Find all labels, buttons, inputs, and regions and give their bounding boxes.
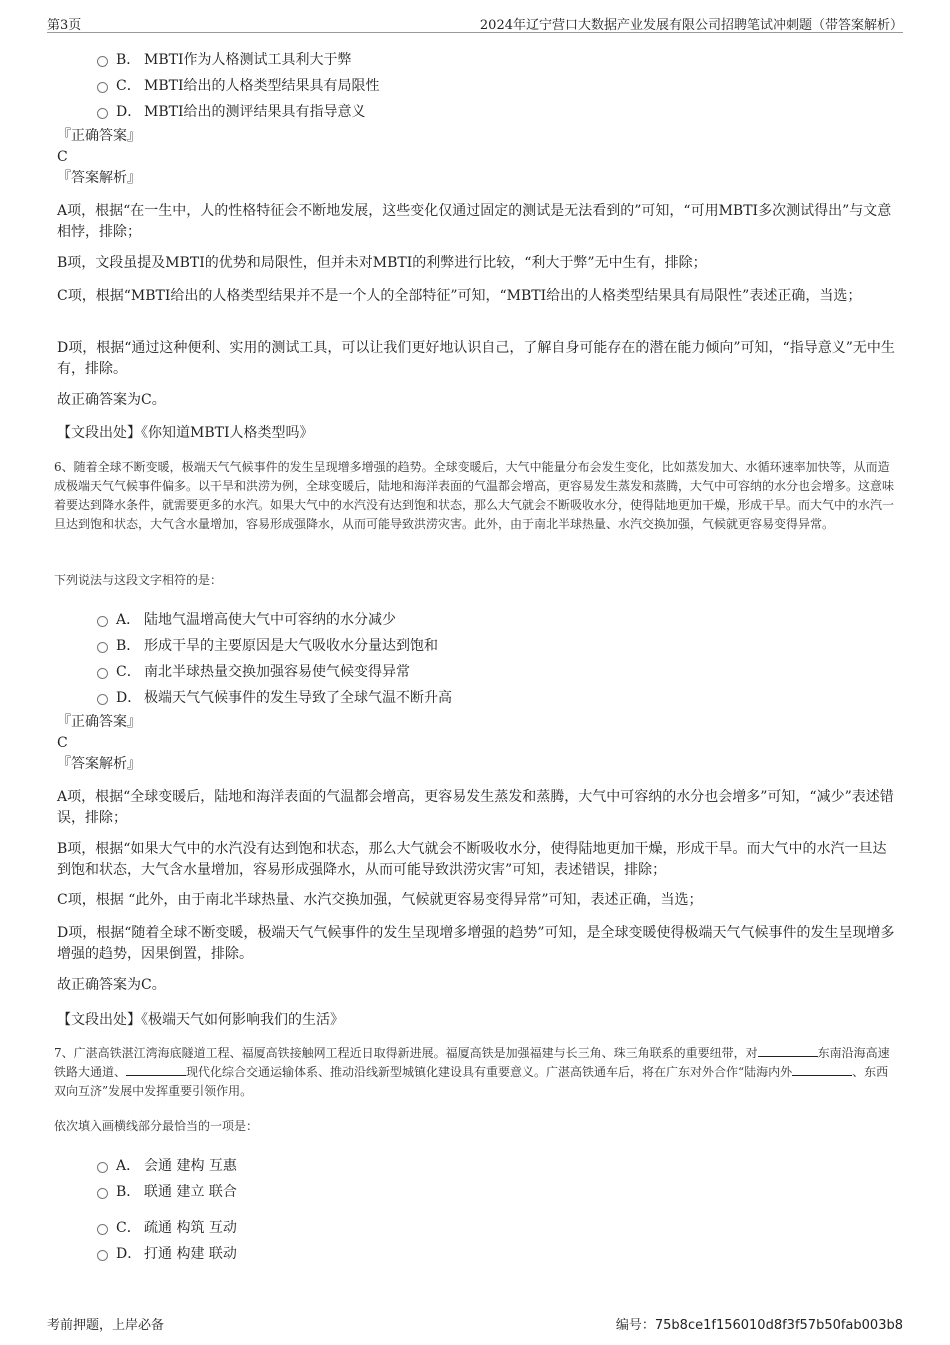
q5-option-d[interactable]: D． MBTI给出的测评结果具有指导意义	[97, 101, 366, 121]
q5-answer: C	[57, 149, 68, 165]
fill-blank-3[interactable]	[792, 1064, 852, 1076]
fill-blank-2[interactable]	[126, 1064, 186, 1076]
q5-conclusion: 故正确答案为C。	[57, 392, 166, 408]
q5-option-c[interactable]: C． MBTI给出的人格类型结果具有局限性	[97, 75, 380, 95]
q5-answer-label: 『正确答案』	[57, 128, 141, 144]
footer-slogan: 考前押题，上岸必备	[47, 1318, 165, 1333]
radio-icon[interactable]	[97, 642, 108, 653]
radio-icon[interactable]	[97, 1250, 108, 1261]
q7-option-c[interactable]: C． 疏通 构筑 互动	[97, 1217, 237, 1237]
q6-question: 下列说法与这段文字相符的是：	[54, 573, 223, 587]
page-number: 第3页	[47, 18, 82, 33]
radio-icon[interactable]	[97, 1224, 108, 1235]
q6-analysis-b: B项，根据“如果大气中的水汽没有达到饱和状态，那么大气就会不断吸收水分，使得陆地更加干燥，形成干旱。而大气中的水汽一旦达到饱和状态，大气含水量增加，容易形成强降水，从而可能导致洪涝灾害”可知，表述错误，排除；	[57, 841, 887, 878]
q6-answer: C	[57, 735, 68, 751]
q7-option-b[interactable]: B． 联通 建立 联合	[97, 1181, 237, 1201]
q5-analysis-c: C项，根据“MBTI给出的人格类型结果并不是一个人的全部特征”可知，“MBTI给出的人格类型结果具有局限性”表述正确，当选；	[57, 288, 862, 304]
radio-icon[interactable]	[97, 108, 108, 119]
radio-icon[interactable]	[97, 668, 108, 679]
q6-option-d[interactable]: D． 极端天气气候事件的发生导致了全球气温不断升高	[97, 687, 452, 707]
radio-icon[interactable]	[97, 82, 108, 93]
q6-option-a[interactable]: A． 陆地气温增高使大气中可容纳的水分减少	[97, 609, 396, 629]
radio-icon[interactable]	[97, 56, 108, 67]
q6-analysis-label: 『答案解析』	[57, 756, 141, 772]
q6-analysis-d: D项，根据“随着全球不断变暖，极端天气气候事件的发生呈现增多增强的趋势”可知，是全球变暖使得极端天气气候事件的发生呈现增多增强的趋势，因果倒置，排除。	[57, 925, 895, 962]
q7-option-a[interactable]: A． 会通 建构 互惠	[97, 1155, 237, 1175]
q7-stem: 7、广湛高铁湛江湾海底隧道工程、福厦高铁接触网工程近日取得新进展。福厦高铁是加强福建与长三角、珠三角联系的重要纽带，对 东南沿海高速铁路大通道、 现代化综合交通运输体系、推动沿线新型城镇化建设具有重要意义。广湛高铁通车后，将在广东对外合作“陆海内外 、东西双向互济”发展中发挥重要引领作用。	[54, 1046, 890, 1098]
radio-icon[interactable]	[97, 1162, 108, 1173]
radio-icon[interactable]	[97, 694, 108, 705]
document-title: 2024年辽宁营口大数据产业发展有限公司招聘笔试冲刺题（带答案解析）	[479, 18, 903, 33]
document-id: 编号：75b8ce1f156010d8f3f57b50fab003b8	[615, 1318, 903, 1333]
page-header	[47, 14, 903, 33]
q7-question: 依次填入画横线部分最恰当的一项是：	[54, 1119, 259, 1133]
q5-analysis-a: A项，根据“在一生中，人的性格特征会不断地发展，这些变化仅通过固定的测试是无法看到的”可知，“可用MBTI多次测试得出”与文意相悖，排除；	[57, 203, 892, 240]
q6-option-c[interactable]: C． 南北半球热量交换加强容易使气候变得异常	[97, 661, 410, 681]
q5-analysis-b: B项，文段虽提及MBTI的优势和局限性，但并未对MBTI的利弊进行比较，“利大于弊”无中生有，排除；	[57, 255, 707, 271]
fill-blank-1[interactable]	[758, 1045, 818, 1057]
q5-source: 【文段出处】《你知道MBTI人格类型吗》	[57, 425, 314, 441]
q6-answer-label: 『正确答案』	[57, 714, 141, 730]
q6-conclusion: 故正确答案为C。	[57, 977, 166, 993]
page-footer	[47, 1314, 903, 1333]
q6-analysis-a: A项，根据“全球变暖后，陆地和海洋表面的气温都会增高，更容易发生蒸发和蒸腾，大气中可容纳的水分也会增多”可知，“减少”表述错误，排除；	[57, 789, 894, 826]
q5-analysis-d: D项，根据“通过这种便利、实用的测试工具，可以让我们更好地认识自己，了解自身可能存在的潜在能力倾向”可知，“指导意义”无中生有，排除。	[57, 340, 895, 377]
radio-icon[interactable]	[97, 1188, 108, 1199]
q5-analysis-label: 『答案解析』	[57, 170, 141, 186]
q6-analysis-c: C项，根据 “此外，由于南北半球热量、水汽交换加强，气候就更容易变得异常”可知，表述正确，当选；	[57, 892, 703, 908]
q7-option-d[interactable]: D． 打通 构建 联动	[97, 1243, 237, 1263]
q6-stem: 6、随着全球不断变暖，极端天气气候事件的发生呈现增多增强的趋势。全球变暖后，大气中能量分布会发生变化，比如蒸发加大、水循环速率加快等，从而造成极端天气气候事件偏多。以干旱和洪涝为例，全球变暖后，陆地和海洋表面的气温都会增高，更容易发生蒸发和蒸腾，大气中可容纳的水分也会增多。这意味着要达到降水条件，就需要更多的水汽。如果大气中的水汽没有达到饱和状态，那么大气就会不断吸收水分，使得陆地更加干燥，形成干旱。而大气中的水汽一旦达到饱和状态，大气含水量增加，容易形成强降水，从而可能导致洪涝灾害。此外，由于南北半球热量、水汽交换加强，气候就更容易变得异常。	[54, 460, 895, 531]
radio-icon[interactable]	[97, 616, 108, 627]
q5-option-b[interactable]: B． MBTI作为人格测试工具利大于弊	[97, 49, 352, 69]
q6-source: 【文段出处】《极端天气如何影响我们的生活》	[57, 1012, 344, 1028]
q6-option-b[interactable]: B． 形成干旱的主要原因是大气吸收水分量达到饱和	[97, 635, 438, 655]
